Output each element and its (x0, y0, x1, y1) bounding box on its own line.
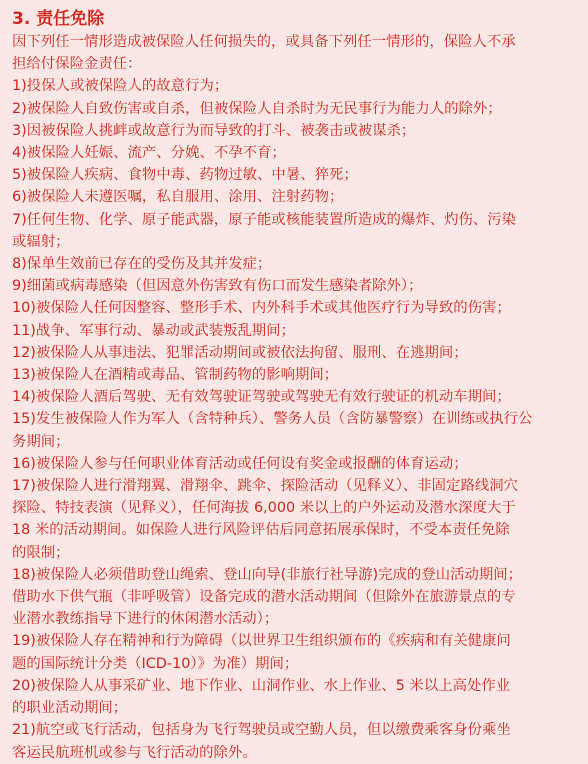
exclusion-line: 7)任何生物、化学、原子能武器，原子能或核能装置所造成的爆炸、灼伤、污染 (12, 211, 517, 228)
exclusion-line: 18)被保险人必须借助登山绳索、登山向导(非旅行社导游)完成的登山活动期间； (12, 566, 523, 583)
exclusion-line: 18 米的活动期间。如保险人进行风险评估后同意拓展承保时，不受本责任免除 (12, 522, 510, 539)
exclusion-line: 17)被保险人进行滑翔翼、滑翔伞、跳伞、探险活动（见释义）、非固定路线洞穴 (12, 478, 519, 495)
exclusion-line: 题的国际统计分类（ICD-10）》为准）期间； (12, 655, 299, 672)
exclusion-line: 21)航空或飞行活动，包括身为飞行驾驶员或空勤人员，但以缴费乘客身份乘坐 (12, 722, 511, 739)
exclusion-line: 4)被保险人妊娠、流产、分娩、不孕不育； (12, 145, 286, 162)
exclusion-line: 5)被保险人疾病、食物中毒、药物过敏、中暑、猝死； (12, 167, 358, 184)
exclusion-line: 11)战争、军事行动、暴动或武装叛乱期间； (12, 322, 295, 339)
exclusion-item (12, 675, 574, 719)
exclusion-line: 的限制； (12, 544, 70, 561)
exclusion-line: 12)被保险人从事违法、犯罪活动期间或被依法拘留、服刑、在逃期间； (12, 344, 468, 361)
exclusion-line: 业潜水教练指导下进行的休闲潜水活动）； (12, 611, 279, 628)
intro-line: 因下列任一情形造成被保险人任何损失的，或具备下列任一情形的，保险人不承 (12, 34, 516, 50)
exclusion-item (12, 320, 574, 342)
exclusion-list (12, 75, 574, 763)
exclusion-item (12, 120, 574, 142)
exclusion-item (12, 386, 574, 408)
exclusion-line: 3)因被保险人挑衅或故意行为而导致的打斗、被袭击或被谋杀； (12, 122, 416, 139)
exclusion-item (12, 142, 574, 164)
exclusion-line: 16)被保险人参与任何职业体育活动或任何设有奖金或报酬的体育运动； (12, 455, 468, 472)
exclusion-line: 9)细菌或病毒感染（但因意外伤害致有伤口而发生感染者除外）； (12, 278, 423, 295)
exclusion-line: 10)被保险人任何因整容、整形手术、内外科手术或其他医疗行为导致的伤害； (12, 300, 511, 317)
exclusion-line: 15)发生被保险人作为军人（含特种兵）、警务人员（含防暴警察）在训练或执行公 (12, 411, 533, 428)
exclusion-line: 探险、特技表演（见释义），任何海拔 6,000 米以上的户外运动及潜水深度大于 (12, 500, 516, 517)
exclusion-item (12, 164, 574, 186)
exclusion-line: 6)被保险人未遵医嘱，私自服用、涂用、注射药物； (12, 189, 344, 206)
exclusion-line: 13)被保险人在酒精或毒品、管制药物的影响期间； (12, 367, 339, 384)
exclusion-item (12, 364, 574, 386)
intro-line: 担给付保险金责任： (12, 56, 142, 73)
exclusion-line: 1)投保人或被保险人的故意行为； (12, 78, 229, 95)
exclusion-item (12, 475, 574, 564)
exclusion-item (12, 75, 574, 97)
exclusion-line: 8)保单生效前已存在的受伤及其并发症； (12, 256, 272, 273)
exclusion-line: 14)被保险人酒后驾驶、无有效驾驶证驾驶或驾驶无有效行驶证的机动车期间； (12, 389, 511, 406)
exclusion-line: 借助水下供气瓶（非呼吸管）设备完成的潜水活动期间（但除外在旅游景点的专 (12, 589, 516, 606)
exclusion-item (12, 408, 574, 452)
exclusion-line: 2)被保险人自致伤害或自杀，但被保险人自杀时为无民事行为能力人的除外； (12, 100, 502, 117)
exclusion-item (12, 98, 574, 120)
exclusion-item (12, 297, 574, 319)
exclusion-item (12, 342, 574, 364)
exclusion-line: 务期间； (12, 433, 70, 450)
exclusion-line: 客运民航班机或参与飞行活动的除外。 (12, 744, 257, 761)
exclusion-item (12, 564, 574, 631)
exclusion-line: 19)被保险人存在精神和行为障碍（以世界卫生组织颁布的《疾病和有关健康问 (12, 633, 511, 650)
exclusion-line: 的职业活动期间； (12, 700, 128, 717)
section-heading: 3. 责任免除 (12, 9, 105, 29)
exclusion-item (12, 453, 574, 475)
exclusion-item (12, 275, 574, 297)
exclusion-item (12, 719, 574, 763)
exclusion-line: 20)被保险人从事采矿业、地下作业、山洞作业、水上作业、5 米以上高处作业 (12, 677, 511, 694)
exclusion-item (12, 630, 574, 674)
exclusion-item (12, 209, 574, 253)
exclusion-line: 或辐射； (12, 233, 70, 250)
exclusion-item (12, 186, 574, 208)
exclusion-item (12, 253, 574, 275)
section-body (12, 31, 574, 764)
